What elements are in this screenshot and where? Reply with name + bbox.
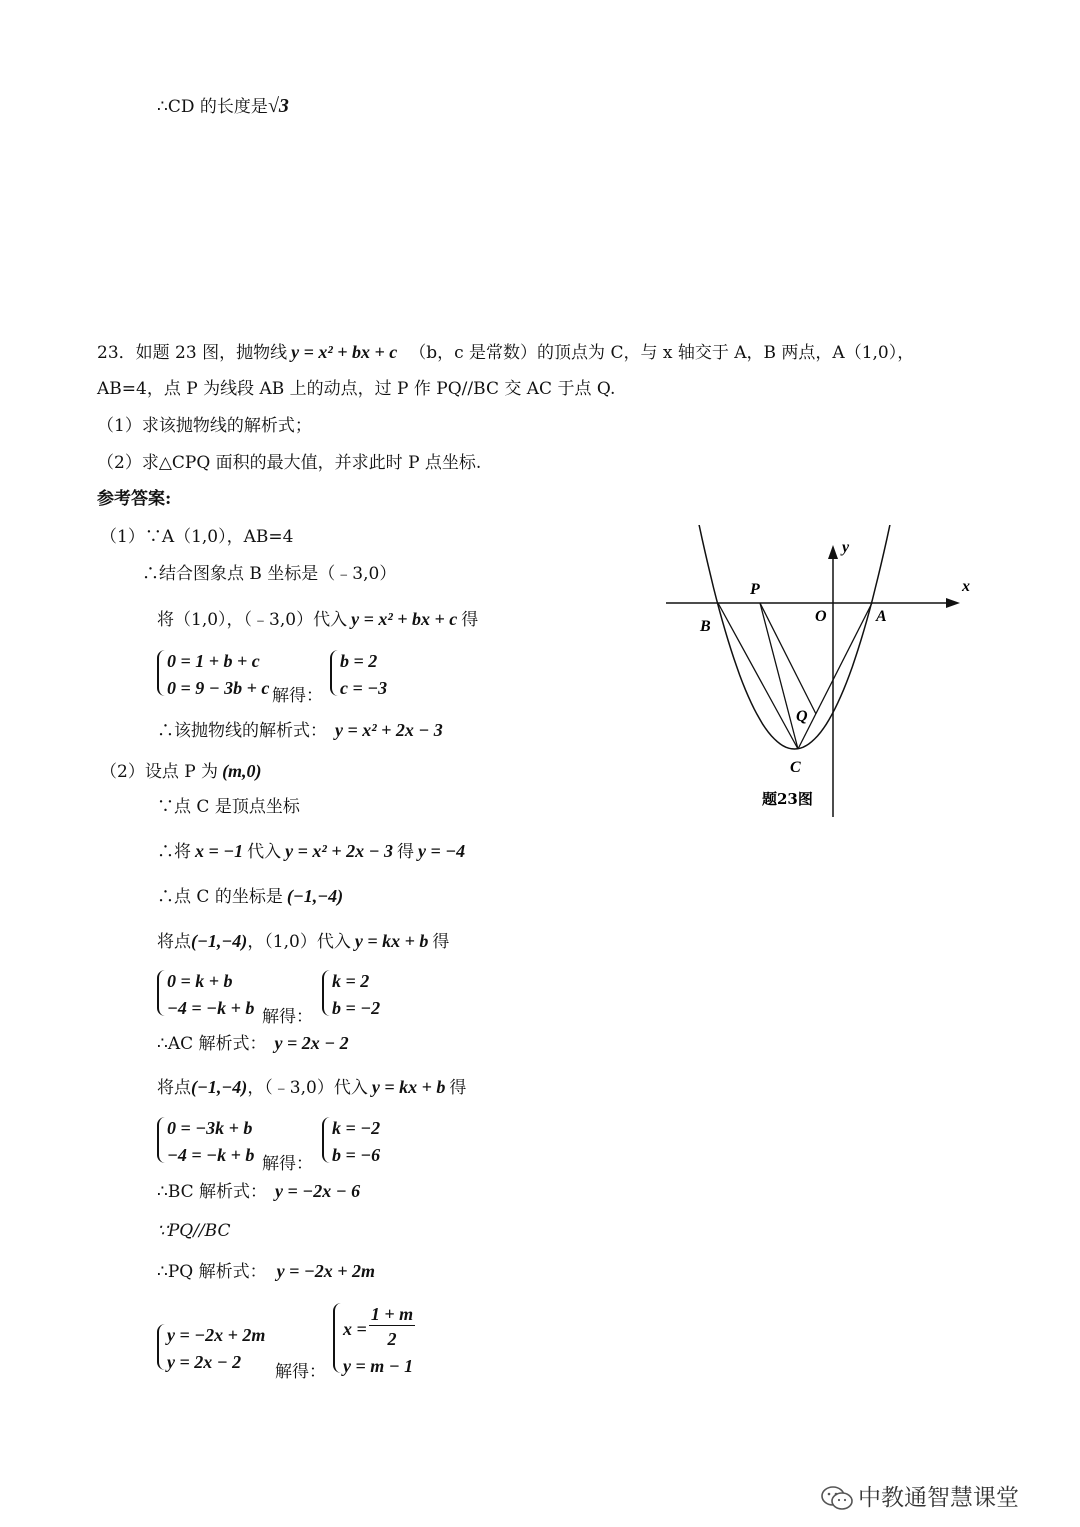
brace	[322, 970, 332, 1016]
problem-line-2: AB=4，点 P 为线段 AB 上的动点，过 P 作 PQ//BC 交 AC 于点 Q.	[97, 379, 616, 399]
substitute-equation: y = x² + bx + c	[351, 609, 458, 629]
x-axis-arrow	[946, 598, 960, 608]
answer-2-let-p	[100, 762, 262, 781]
p-coordinate: (m,0)	[222, 761, 262, 781]
brace	[157, 970, 167, 1016]
answer-2-parallel: ∵PQ//BC	[157, 1221, 231, 1241]
bc-equation: y = −2x − 6	[275, 1181, 361, 1201]
brace	[322, 1117, 332, 1163]
substitute-text: 将点	[157, 932, 191, 952]
pq-text: ∴PQ 解析式：	[157, 1262, 267, 1282]
answer-2-bc-result	[157, 1182, 360, 1201]
substitute-text: 将点	[157, 1078, 191, 1098]
answer-2-pq-result	[157, 1262, 375, 1281]
answer-1-given: （1）∵A（1,0），AB=4	[100, 527, 294, 547]
substitute-text: 将（1,0），（﹣3,0）代入	[157, 610, 348, 630]
solution-line: k = 2	[332, 971, 370, 991]
footer-brand: 中教通智慧课堂	[858, 1484, 1019, 1511]
footer-watermark	[820, 1484, 1019, 1512]
problem-line-1	[97, 343, 914, 362]
brace	[333, 1303, 343, 1373]
point: (−1,−4)	[191, 1077, 248, 1097]
answer-2-vertex: ∵点 C 是顶点坐标	[157, 797, 300, 817]
let-p-text: （2）设点 P 为	[100, 762, 219, 782]
jiede-label: 解得：	[272, 686, 323, 706]
solution-line: b = −2	[332, 998, 381, 1018]
answer-1-result	[157, 721, 443, 740]
x-value: x = −1	[195, 841, 244, 861]
pq-equation: y = −2x + 2m	[276, 1261, 376, 1281]
figure-caption: 题23图	[762, 790, 813, 808]
solution-line: b = −6	[332, 1145, 381, 1165]
label-o: O	[815, 608, 827, 625]
line-equation: y = kx + b	[354, 931, 429, 951]
system-line: 0 = k + b	[167, 971, 233, 991]
substitute-de: 得	[432, 932, 450, 952]
bc-text: ∴BC 解析式：	[157, 1182, 268, 1202]
substitute-text: ，（1,0）代入	[247, 932, 351, 952]
solution-line: b = 2	[340, 651, 378, 671]
substitute-de: 得	[449, 1078, 467, 1098]
substitute-text: ∴将	[157, 842, 191, 862]
parabola-equation: y = x² + 2x − 3	[285, 841, 393, 861]
denominator: 2	[387, 1329, 397, 1349]
brace	[157, 1324, 167, 1370]
brace	[330, 650, 340, 696]
system-line: 0 = 9 − 3b + c	[167, 678, 270, 698]
brace	[157, 650, 167, 696]
answer-2-substitute-bc	[157, 1078, 466, 1097]
segment-bc	[718, 603, 798, 749]
solution-line: c = −3	[340, 678, 388, 698]
solution-4	[333, 1303, 433, 1375]
answer-heading: 参考答案:	[97, 489, 172, 509]
label-q: Q	[796, 708, 808, 725]
label-x: x	[962, 578, 970, 595]
prev-conclusion	[157, 96, 289, 116]
answer-1-point-b: ∴结合图象点 B 坐标是（﹣3,0）	[142, 564, 397, 584]
question-1: （1）求该抛物线的解析式；	[97, 416, 312, 436]
wechat-icon	[820, 1484, 854, 1512]
label-y: y	[842, 539, 850, 556]
system-line: 0 = 1 + b + c	[167, 651, 260, 671]
substitute-de: 得	[396, 842, 414, 862]
ac-text: ∴AC 解析式：	[157, 1034, 267, 1054]
answer-1-substitute	[157, 610, 478, 629]
prev-text: ∴CD 的长度是	[157, 97, 268, 117]
y-value: y = −4	[417, 841, 466, 861]
answer-2-c-coordinate	[157, 887, 343, 906]
fraction	[369, 1305, 415, 1348]
point: (−1,−4)	[191, 931, 248, 951]
segment-ac	[798, 603, 872, 749]
result-text: ∴该抛物线的解析式：	[157, 721, 327, 741]
label-a: A	[876, 608, 887, 625]
substitute-de: 得	[461, 610, 479, 630]
brace	[157, 1117, 167, 1163]
label-b: B	[700, 618, 711, 635]
problem-intro: 23．如题 23 图，抛物线	[97, 343, 288, 363]
solution-line: y = m − 1	[343, 1356, 414, 1376]
x-label: x =	[343, 1319, 367, 1339]
jiede-label: 解得：	[262, 1007, 313, 1027]
jiede-label: 解得：	[275, 1362, 326, 1382]
figure-23	[660, 525, 980, 825]
ac-equation: y = 2x − 2	[274, 1033, 349, 1053]
label-p: P	[750, 581, 760, 598]
line-equation: y = kx + b	[371, 1077, 446, 1097]
system-line: y = 2x − 2	[167, 1352, 242, 1372]
result-equation: y = x² + 2x − 3	[335, 720, 443, 740]
sqrt3: √3	[267, 95, 289, 117]
segment-pq	[760, 603, 816, 714]
system-line: −4 = −k + b	[167, 1145, 255, 1165]
solution-line: k = −2	[332, 1118, 381, 1138]
label-c: C	[790, 759, 801, 776]
answer-2-ac-result	[157, 1034, 349, 1053]
parabola-equation: y = x² + bx + c	[291, 342, 398, 362]
numerator: 1 + m	[370, 1304, 414, 1324]
system-line: 0 = −3k + b	[167, 1118, 253, 1138]
y-axis-arrow	[828, 545, 838, 559]
question-2: （2）求△CPQ 面积的最大值，并求此时 P 点坐标.	[97, 453, 482, 473]
parabola-curve	[679, 525, 910, 749]
substitute-text: ，（﹣3,0）代入	[247, 1078, 368, 1098]
segment-pc	[760, 603, 798, 749]
system-line: y = −2x + 2m	[167, 1325, 266, 1345]
answer-2-substitute-x	[157, 842, 465, 861]
answer-2-substitute-ac	[157, 932, 449, 951]
c-coordinate-text: ∴点 C 的坐标是	[157, 887, 283, 907]
substitute-text: 代入	[247, 842, 282, 862]
c-coordinate: (−1,−4)	[286, 886, 344, 906]
jiede-label: 解得：	[262, 1154, 313, 1174]
problem-condition: （b，c 是常数）的顶点为 C，与 x 轴交于 A，B 两点，A（1,0），	[409, 343, 915, 363]
system-line: −4 = −k + b	[167, 998, 255, 1018]
